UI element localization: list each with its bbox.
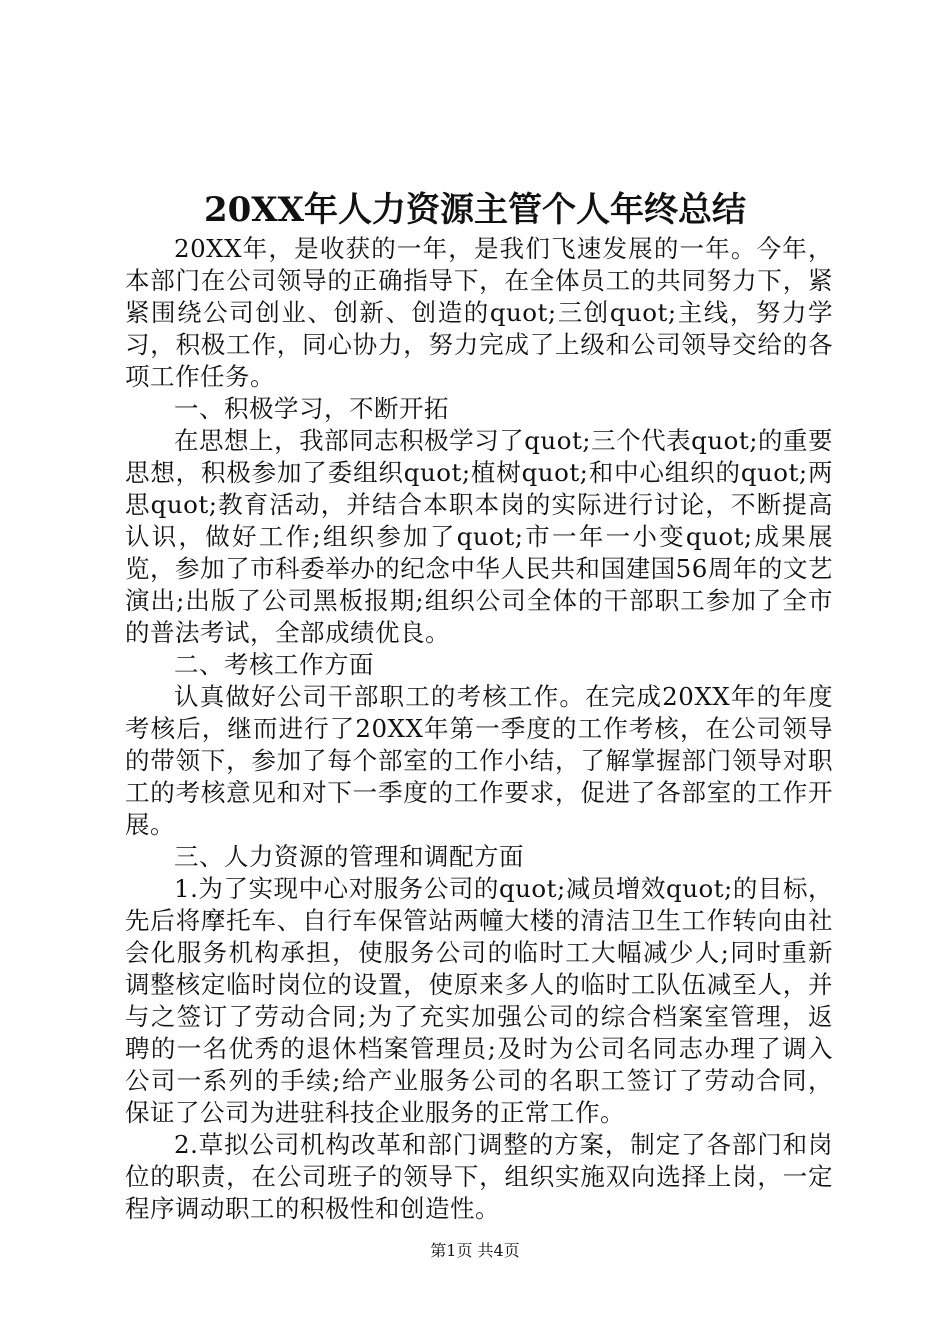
section-2-paragraph: 认真做好公司干部职工的考核工作。在完成20XX年的年度考核后，继而进行了20XX年第一季度的工作考核，在公司领导的带领下，参加了每个部室的工作小结，了解掌握部门领导对职工的考核意见和对下一季度的工作要求，促进了各部室的工作开展。 (125, 682, 833, 839)
section-heading-1: 一、积极学习，不断开拓 (174, 394, 449, 423)
page-number-footer: 第1页 共4页 (430, 1241, 520, 1260)
section-heading-3: 三、人力资源的管理和调配方面 (174, 842, 524, 871)
document-body (125, 233, 833, 1225)
document-title: 20XX年人力资源主管个人年终总结 (203, 190, 747, 230)
section-3-item-1: 1.为了实现中心对服务公司的quot;减员增效quot;的目标，先后将摩托车、自行车保管站两幢大楼的清洁卫生工作转向由社会化服务机构承担，使服务公司的临时工大幅减少人;同时重新调整核定临时岗位的设置，使原来多人的临时工队伍减至人，并与之签订了劳动合同;为了充实加强公司的综合档案室管理，返聘的一名优秀的退休档案管理员;及时为公司名同志办理了调入公司一系列的手续;给产业服务公司的名职工签订了劳动合同，保证了公司为进驻科技企业服务的正常工作。 (125, 874, 833, 1127)
intro-paragraph: 20XX年，是收获的一年，是我们飞速发展的一年。今年，本部门在公司领导的正确指导下，在全体员工的共同努力下，紧紧围绕公司创业、创新、创造的quot;三创quot;主线，努力学习，积极工作，同心协力，努力完成了上级和公司领导交给的各项工作任务。 (125, 234, 833, 391)
section-1-paragraph: 在思想上，我部同志积极学习了quot;三个代表quot;的重要思想，积极参加了委组织quot;植树quot;和中心组织的quot;两思quot;教育活动，并结合本职本岗的实际进行讨论，不断提高认识，做好工作;组织参加了quot;市一年一小变quot;成果展览，参加了市科委举办的纪念中华人民共和国建国56周年的文艺演出;出版了公司黑板报期;组织公司全体的干部职工参加了全市的普法考试，全部成绩优良。 (125, 426, 833, 647)
section-3-item-2: 2.草拟公司机构改革和部门调整的方案，制定了各部门和岗位的职责，在公司班子的领导下，组织实施双向选择上岗，一定程序调动职工的积极性和创造性。 (125, 1130, 833, 1223)
section-heading-2: 二、考核工作方面 (174, 650, 374, 679)
